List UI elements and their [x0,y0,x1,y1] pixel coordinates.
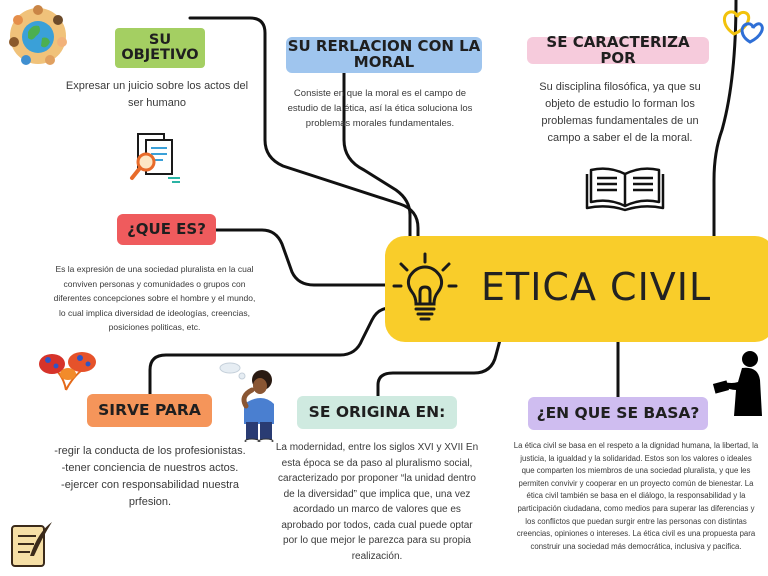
objetivo-label: SU OBJETIVO [115,28,205,68]
central-title: ETICA CIVIL [481,265,712,309]
caracteriza-label: SE CARACTERIZA POR [527,37,709,64]
lightbulb-icon [392,252,458,324]
caracteriza-description: Su disciplina filosófica, ya que su objeto de estudio lo forman los problemas fundamentales de un campo a saber el de la moral. [539,81,701,144]
hearts-icon [720,6,766,48]
relacion-description: Consiste en que la moral es el campo de estudio de la ética, así la ética soluciona los problemas morales fundamentales. [287,88,473,129]
open-book-icon [585,162,665,212]
quees-description: Es la expresión de una sociedad pluralista en la cual conviven personas y comunidades o grupos con diferentes concepciones sobre el hombre y el mundo, lo cual implica diversidad de ideologías, creencias, posiciones politicas, etc. [53,264,256,332]
objetivo-description: Expresar un juicio sobre los actos del ser humano [65,80,249,109]
sirve-label: SIRVE PARA [87,394,212,427]
sirve-description: -regir la conducta de los profesionistas. -tener conciencia de nuestros actos. -ejercer con responsabilidad nuestra prfesion. [54,445,246,508]
origina-label: SE ORIGINA EN: [297,396,457,429]
thinking-person-icon [214,360,284,442]
quill-paper-icon [8,520,56,570]
origina-description: La modernidad, entre los siglos XVI y XVII En esta época se da paso al pluralismo social, caracterizado por proponer “la unidad dentro de la diversidad” que implica que, una vez acordado un marco de valores que es aprobado por todos, cada cual puede optar por lo que mejor le parezca para su propia realización. [275,442,479,562]
quees-label: ¿QUE ES? [117,214,216,245]
basa-label: ¿EN QUE SE BASA? [528,397,708,430]
relacion-label: SU RERLACION CON LA MORAL [287,37,481,71]
flower-icon [36,348,100,394]
silhouette-reader-icon [712,350,768,418]
globe-hands-icon [6,4,70,68]
basa-description: La ética civil se basa en el respeto a la dignidad humana, la libertad, la justicia, la igualdad y la solidaridad. Estos son los valores o ideales que comparten los miembros de una sociedad pluralista, y que les permiten convivir y cooperar en un proyecto común de bienestar. La ética civil también se basa en el diálogo, la responsabilidad y la participación ciudadana, como medios para superar las diferencias y los conflictos que puedan surgir entre las personas con distintas creencias, opiniones o intereses. La ética civil es una propuesta para construir una sociedad más democrática, inclusiva y pacifica. [513,441,759,551]
magnifier-documents-icon [126,126,186,186]
